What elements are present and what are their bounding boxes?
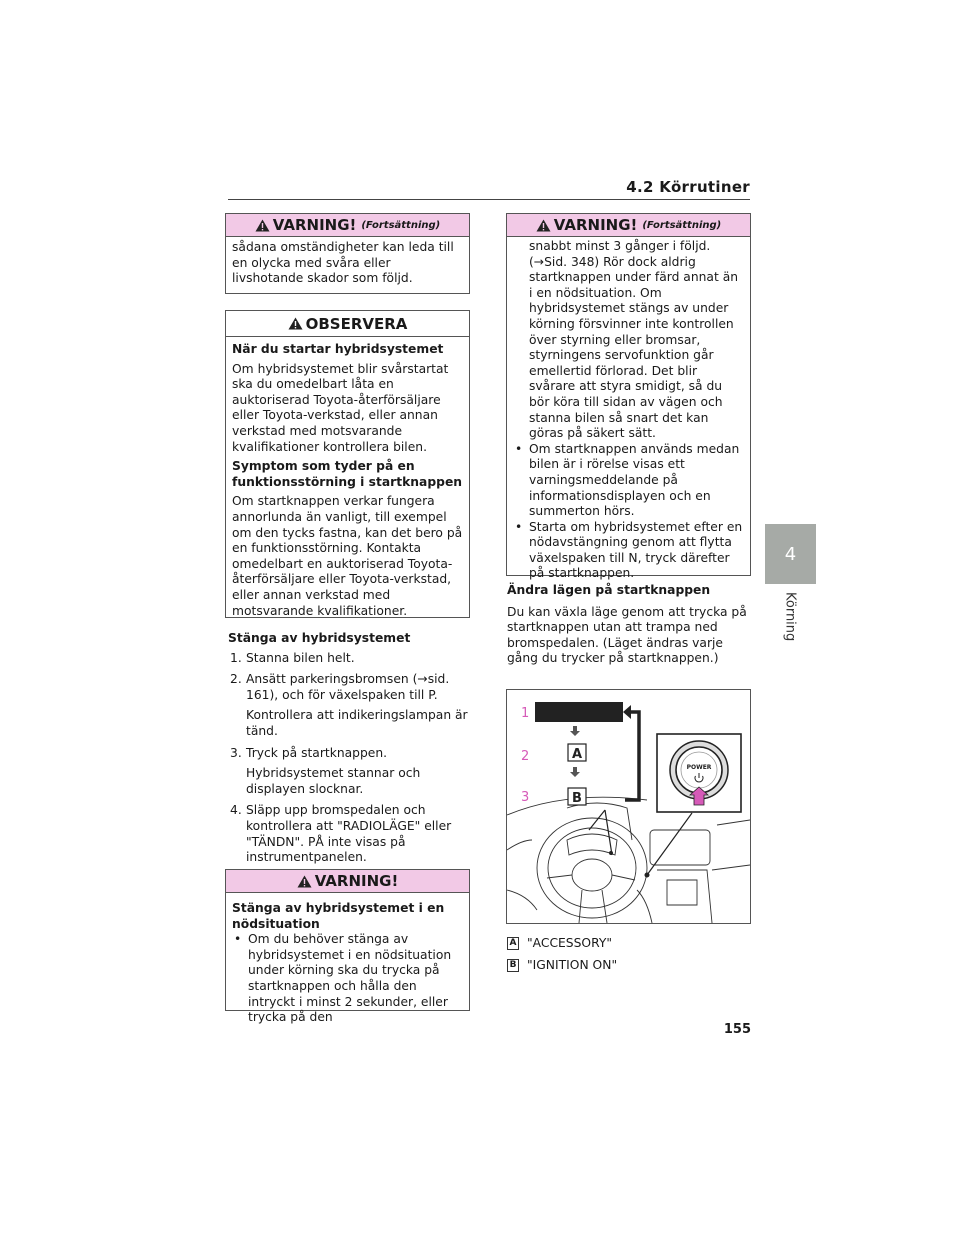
notice-paragraph-1: Om hybridsystemet blir svårstartat ska du omedelbart låta en auktoriserad Toyota-återförsäljare eller Toyota-verkstad, eller annan verkstad med motsvarande kvalifikationer kontrollera bilen. <box>232 361 449 454</box>
legend-item <box>507 958 752 974</box>
page-number: 155 <box>723 1022 751 1037</box>
step-item <box>230 672 473 739</box>
warning-triangle-icon <box>536 219 551 232</box>
warning-bullet: • Starta om hybridsystemet efter en nödavstängning genom att flytta växelspaken till N, tryck därefter på startknappen. <box>513 520 744 582</box>
notice-heading-1: När du startar hybridsystemet <box>232 342 444 356</box>
warning-continued-label: (Fortsättning) <box>361 219 441 231</box>
modes-section <box>507 583 752 667</box>
step-text: Stanna bilen helt. <box>246 650 355 665</box>
step-number-2: 2 <box>521 749 530 764</box>
step-number-1: 1 <box>521 706 530 721</box>
diagram-legend <box>507 936 752 973</box>
stop-heading: Stänga av hybridsystemet <box>228 631 411 645</box>
step-text: Ansätt parkeringsbromsen (→sid. 161), och för växelspaken till P. <box>246 672 450 702</box>
warning-triangle-icon <box>255 219 270 232</box>
legend-text: "ACCESSORY" <box>527 936 613 950</box>
warning-title: VARNING! <box>314 872 399 890</box>
notice-paragraph-2: Om startknappen verkar fungera annorlunda än vanligt, till exempel om den tycks fastna, kan det bero på en funktionsstörning. Kontakta omedelbart en auktoriserad Toyota-återförsäljare eller Toyota-verkstad, eller annan verkstad med motsvarande kvalifikationer. <box>232 494 463 618</box>
chapter-tab: 4 <box>765 524 816 584</box>
mode-label-b: B <box>572 791 582 806</box>
warning-bar <box>226 870 469 893</box>
warning-title: VARNING! <box>272 216 357 234</box>
warning-text: sådana omständigheter kan leda till en olycka med svåra eller livshotande skador som följd. <box>232 240 454 286</box>
step-number: 3. <box>230 745 242 760</box>
warning-continued-box <box>225 213 470 294</box>
start-button-diagram <box>506 689 751 924</box>
step-number: 2. <box>230 672 242 687</box>
step-item <box>230 651 473 667</box>
power-label: POWER <box>686 764 712 771</box>
warning-continued-label: (Fortsättning) <box>642 219 722 231</box>
step-item <box>230 803 473 865</box>
chapter-tab-label: Körning <box>782 592 798 642</box>
warning-bar <box>507 214 750 237</box>
stop-section <box>228 631 473 872</box>
legend-key: A <box>507 937 519 950</box>
notice-heading-2: Symptom som tyder på en funktionsstörning i startknappen <box>232 459 463 489</box>
warning-lead-text: snabbt minst 3 gånger i följd. (→Sid. 348) Rör dock aldrig startknappen under färd annat än i en nödsituation. Om hybridsystemet stängs av under körning försvinner inte kontrollen över styrning eller bromsar, styrningens servofunktion går emellertid förlorad. Det blir svårare att styra smidigt, så du bör köra till sidan av vägen och stanna bilen så snart det kan göras på säkert sätt. <box>529 239 739 441</box>
modes-heading: Ändra lägen på startknappen <box>507 583 711 597</box>
notice-title: OBSERVERA <box>305 314 408 333</box>
header-rule <box>228 199 750 200</box>
notice-bar <box>226 311 469 337</box>
warning-continued-box-right <box>506 213 751 581</box>
warning-emergency-box <box>225 869 470 1025</box>
diagram-svg <box>507 690 750 923</box>
warning-bullet: • Om startknappen används medan bilen är i rörelse visas ett varningsmeddelande på informationsdisplayen och en summerton hörs. <box>513 442 744 520</box>
warning-bar <box>226 214 469 237</box>
warning-triangle-icon <box>297 875 312 888</box>
step-text: Tryck på startknappen. <box>246 745 388 760</box>
legend-text: "IGNITION ON" <box>527 957 618 972</box>
step-item <box>230 746 473 798</box>
legend-item <box>507 936 752 952</box>
step-number-3: 3 <box>521 790 530 805</box>
notice-box <box>225 310 470 618</box>
modes-text: Du kan växla läge genom att trycka på startknappen utan att trampa ned bromspedalen. (Läget ändras varje gång du trycker på startknappen.) <box>507 604 747 666</box>
step-note: Kontrollera att indikeringslampan är tänd. <box>246 708 468 738</box>
step-note: Hybridsystemet stannar och displayen slocknar. <box>246 766 421 796</box>
legend-key: B <box>507 959 519 972</box>
section-title: 4.2 Körrutiner <box>626 178 750 196</box>
mode-label-a: A <box>571 747 583 762</box>
warning-bullet: • Om du behöver stänga av hybridsystemet i en nödsituation under körning ska du trycka på startknappen och hålla den intryckt i minst 2 sekunder, eller trycka på den <box>232 932 463 1026</box>
warning-heading: Stänga av hybridsystemet i en nödsituation <box>232 901 445 931</box>
step-number: 4. <box>230 803 242 818</box>
step-text: Släpp upp bromspedalen och kontrollera att "RADIOLÄGE" eller "TÄNDN". PÅ inte visas på instrumentpanelen. <box>246 803 452 865</box>
warning-title: VARNING! <box>553 216 638 234</box>
step-number: 1. <box>230 650 242 665</box>
caution-triangle-icon <box>288 317 303 330</box>
